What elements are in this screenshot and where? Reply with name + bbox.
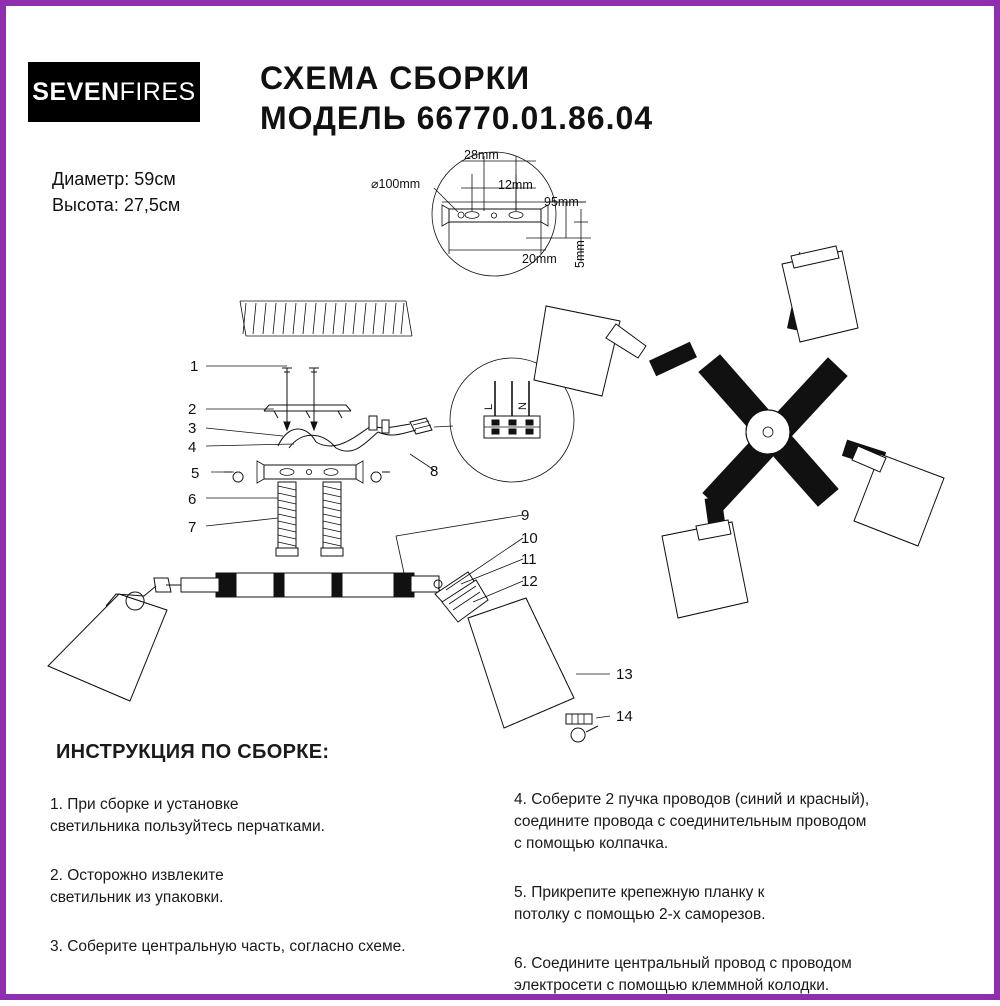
- brand-logo: [28, 62, 200, 122]
- instructions-column-right: [514, 789, 964, 997]
- lamp-shade-left: [48, 586, 167, 701]
- callout-2: 2: [188, 401, 197, 418]
- dim-28mm: 28mm: [464, 148, 499, 162]
- instruction-step-1: 1. При сборке и установке светильника пользуйтесь перчатками.: [50, 796, 325, 835]
- instruction-step-5: 5. Прикрепите крепежную планку к потолку с помощью 2-х саморезов.: [514, 884, 766, 923]
- ceiling-hatch: [240, 301, 412, 336]
- callout-13: 13: [616, 666, 633, 683]
- wires-part-3-4: [278, 416, 432, 451]
- terminal-detail-bubble: [434, 358, 574, 482]
- callout-5: 5: [191, 465, 200, 482]
- connector-block: [410, 418, 432, 434]
- plate-part-2: [264, 405, 351, 418]
- callout-14: 14: [616, 708, 633, 725]
- shade-upper-left: [534, 306, 696, 396]
- callout-6: 6: [188, 491, 197, 508]
- callout-8: 8: [430, 463, 439, 480]
- page-inner: [6, 6, 994, 994]
- dim-12mm: 12mm: [498, 178, 533, 192]
- terminal-label-l: L: [483, 403, 495, 410]
- terminal-label-n: N: [517, 402, 529, 410]
- callout-11: 11: [521, 551, 537, 568]
- brand-logo-text: [32, 78, 195, 107]
- brand-logo-text-bold: SEVEN: [32, 77, 120, 106]
- mounting-bar-detail: [371, 148, 591, 276]
- callout-4: 4: [188, 439, 197, 456]
- specs-block: [52, 166, 180, 218]
- shade-right: [843, 440, 944, 546]
- callout-1: 1: [190, 358, 199, 375]
- callout-10: 10: [521, 530, 538, 547]
- dim-95mm: 95mm: [544, 195, 579, 209]
- shade-upper-right: [782, 246, 858, 342]
- dim-5mm: 5mm: [573, 240, 587, 268]
- center-bar-assembly: [48, 572, 598, 742]
- dim-20mm: 20mm: [522, 252, 557, 266]
- page-title-line1: СХЕМА СБОРКИ: [260, 60, 531, 96]
- dim-d100: ⌀100mm: [371, 177, 421, 191]
- callout-3: 3: [188, 420, 197, 437]
- instruction-step-4: 4. Соберите 2 пучка проводов (синий и красный), соедините провода с соединительным проводом с помощью колпачка.: [514, 791, 870, 852]
- instruction-step-2: 2. Осторожно извлеките светильник из упаковки.: [50, 867, 224, 906]
- clip-part-14: [566, 714, 598, 742]
- callout-numbers: [188, 358, 633, 725]
- brand-logo-text-light: FIRES: [119, 77, 196, 106]
- screw-part-1: [282, 368, 319, 430]
- callout-9: 9: [521, 507, 530, 524]
- callout-7: 7: [188, 519, 197, 536]
- spec-diameter: Диаметр: 59см: [52, 169, 176, 189]
- mounting-bar-part-5-6: [224, 461, 390, 483]
- instructions-column-left: [50, 794, 470, 958]
- assembled-fixture: [534, 246, 944, 618]
- page-title: [260, 58, 653, 138]
- threaded-rods-part-7: [276, 482, 343, 556]
- lamp-assembly-right-lower: [411, 572, 598, 742]
- callout-12: 12: [521, 573, 538, 590]
- spec-height: Высота: 27,5см: [52, 195, 181, 215]
- instructions-title: ИНСТРУКЦИЯ ПО СБОРКЕ:: [56, 741, 330, 763]
- callout-lines: [206, 366, 610, 718]
- page-title-line2: МОДЕЛЬ 66770.01.86.04: [260, 100, 654, 136]
- instruction-step-3: 3. Соберите центральную часть, согласно схеме.: [50, 938, 406, 955]
- exploded-center-assembly: [224, 368, 432, 556]
- shade-lower-left: [662, 497, 748, 618]
- instruction-step-6: 6. Соедините центральный провод с проводом электросети с помощью клеммной колодки.: [514, 955, 852, 994]
